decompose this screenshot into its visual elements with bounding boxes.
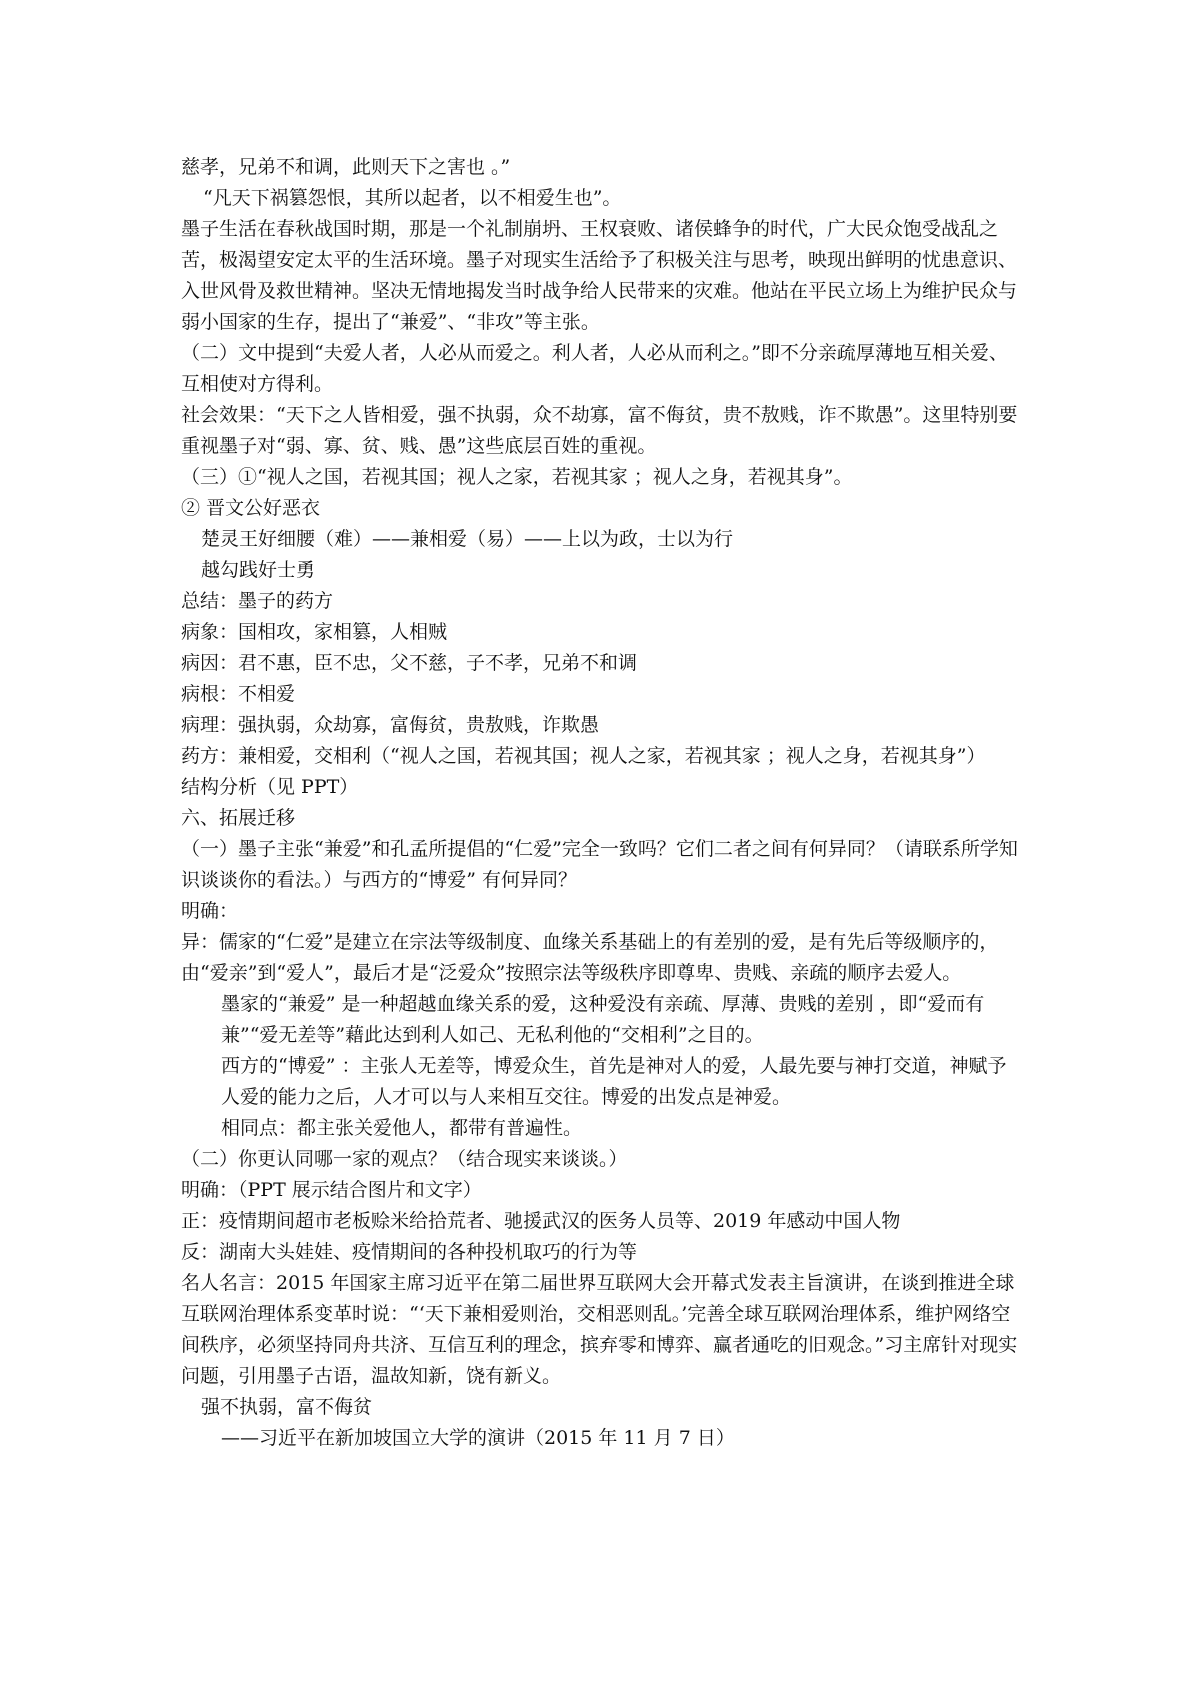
clarify-label-2: 明确：（PPT 展示结合图片和文字） xyxy=(181,1179,482,1201)
summary-root: 病根：不相爱 xyxy=(181,683,296,705)
difference-mohist: 墨家的“兼爱” 是一种超越血缘关系的爱，这种爱没有亲疏、厚薄、贵贱的差别 ，即“爱而有兼”“爱无差等”藉此达到利人如己、无私利他的“交相利”之目的。 xyxy=(221,993,985,1046)
structure-analysis: 结构分析（见 PPT） xyxy=(181,776,359,798)
summary-prescription: 药方：兼相爱，交相利（“视人之国，若视其国；视人之家，若视其家 ；视人之身，若视其身”） xyxy=(181,745,986,767)
negative-examples: 反：湖南大头娃娃、疫情期间的各种投机取巧的行为等 xyxy=(181,1241,638,1263)
paragraph-line-1: 慈孝，兄弟不和调，此则天下之害也 。” xyxy=(181,156,511,178)
list-item-yuegoujian: 越勾践好士勇 xyxy=(201,559,316,581)
summary-cause: 病因：君不惠，臣不忠，父不慈，子不孝，兄弟不和调 xyxy=(181,652,638,674)
clarify-label-1: 明确： xyxy=(181,900,239,922)
summary-symptom: 病象：国相攻，家相篡，人相贼 xyxy=(181,621,448,643)
list-item-chuling: 楚灵王好细腰（难）——兼相爱（易）——上以为政，士以为行 xyxy=(201,528,734,550)
paragraph-mozi-background: 墨子生活在春秋战国时期，那是一个礼制崩坍、王权衰败、诸侯蜂争的时代，广大民众饱受战乱之苦，极渴望安定太平的生活环境。墨子对现实生活给予了积极关注与思考，映现出鲜明的忧患意识、入世风骨及救世精神。坚决无情地揭发当时战争给人民带来的灾难。他站在平民立场上为维护民众与弱小国家的生存，提出了“兼爱”、“非攻”等主张。 xyxy=(181,218,1018,333)
positive-examples: 正：疫情期间超市老板赊米给拾荒者、驰援武汉的医务人员等、2019 年感动中国人物 xyxy=(181,1210,901,1232)
paragraph-section-3: （三）①“视人之国，若视其国；视人之家，若视其家 ；视人之身，若视其身”。 xyxy=(181,466,853,488)
question-2: （二）你更认同哪一家的观点？（结合现实来谈谈。） xyxy=(181,1148,628,1170)
summary-pathology: 病理：强执弱，众劫寡，富侮贫，贵敖贱，诈欺愚 xyxy=(181,714,600,736)
difference-confucian: 异：儒家的“仁爱”是建立在宗法等级制度、血缘关系基础上的有差别的爱，是有先后等级顺序的，由“爱亲”到“爱人”，最后才是“泛爱众”按照宗法等级秩序即尊卑、贵贱、亲疏的顺序去爱人。 xyxy=(181,931,999,984)
paragraph-section-2: （二）文中提到“夫爱人者，人必从而爱之。利人者，人必从而利之。”即不分亲疏厚薄地互相关爱、互相使对方得利。 xyxy=(181,342,1008,395)
difference-western: 西方的“博爱” ：主张人无差等，博爱众生，首先是神对人的爱，人最先要与神打交道，神赋予人爱的能力之后，人才可以与人来相互交往。博爱的出发点是神爱。 xyxy=(221,1055,1007,1108)
list-item-jinwen: ② 晋文公好恶衣 xyxy=(181,497,321,519)
paragraph-social-effect: 社会效果：“天下之人皆相爱，强不执弱，众不劫寡，富不侮贫，贵不敖贱，诈不欺愚”。这里特别要重视墨子对“弱、寡、贫、贱、愚”这些底层百姓的重视。 xyxy=(181,404,1018,457)
similarity: 相同点：都主张关爱他人，都带有普遍性。 xyxy=(221,1117,583,1139)
closing-quote: 强不执弱，富不侮贫 xyxy=(201,1396,373,1418)
question-1: （一）墨子主张“兼爱”和孔孟所提倡的“仁爱”完全一致吗？它们二者之间有何异同？（请联系所学知识谈谈你的看法。）与西方的“博爱” 有何异同？ xyxy=(181,838,1018,891)
quote-line: “凡天下祸篡怨恨，其所以起者，以不相爱生也”。 xyxy=(203,187,622,209)
summary-heading: 总结：墨子的药方 xyxy=(181,590,334,612)
section-6-heading: 六、拓展迁移 xyxy=(181,807,296,829)
document-body xyxy=(181,152,1021,1454)
famous-quote: 名人名言：2015 年国家主席习近平在第二届世界互联网大会开幕式发表主旨演讲，在谈到推进全球互联网治理体系变革时说：“‘天下兼相爱则治，交相恶则乱。’完善全球互联网治理体系，维护网络空间秩序，必须坚持同舟共济、互信互利的理念，摈弃零和博弈、赢者通吃的旧观念。”习主席针对现实问题，引用墨子古语，温故知新，饶有新义。 xyxy=(181,1272,1018,1387)
closing-attribution: ——习近平在新加坡国立大学的演讲（2015 年 11 月 7 日） xyxy=(221,1427,735,1449)
